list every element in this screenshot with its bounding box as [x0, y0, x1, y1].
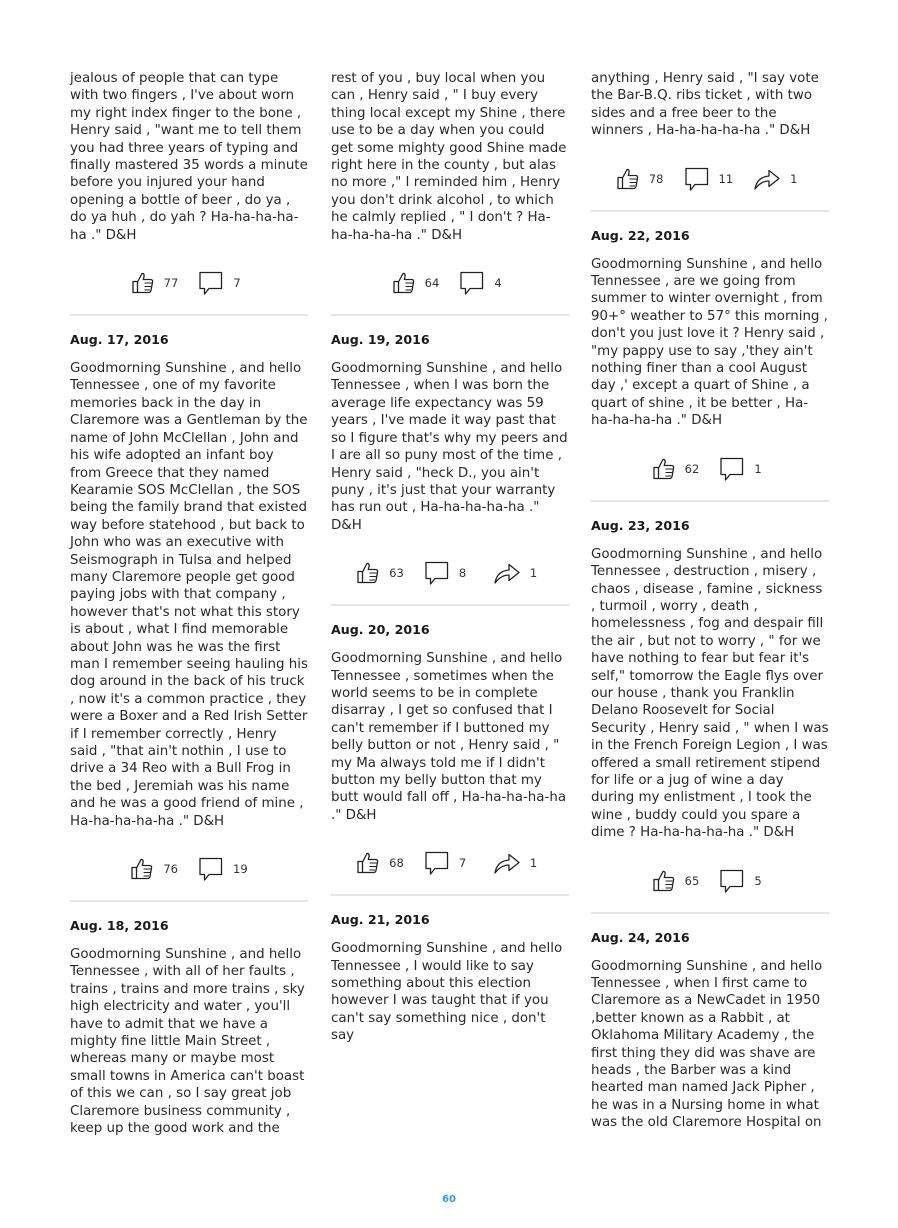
thumbs-up-icon — [652, 457, 676, 481]
post-text: Goodmorning Sunshine , and hello Tennessee , are we going from summer to winter overnight , from 90+° weather to 57° this morning , don't you just love it ? Henry said , "my pappy use to say ,'they ain't nothing finer than a cool August day ,' except a quart of Shine , a quart of shine , it be better , Ha-ha-ha-ha-ha ." D&H — [591, 256, 828, 429]
thumbs-up-icon — [131, 271, 155, 295]
share-button[interactable] — [753, 167, 804, 191]
post-actions — [591, 454, 829, 484]
comment-button[interactable] — [424, 560, 473, 586]
post-actions — [70, 268, 308, 298]
share-button[interactable] — [493, 561, 544, 585]
comment-count: 7 — [458, 856, 467, 871]
thumbs-up-icon — [130, 857, 154, 881]
thumbs-up-icon — [356, 561, 380, 585]
share-button[interactable] — [493, 851, 544, 875]
post-date: Aug. 18, 2016 — [70, 918, 169, 934]
comment-count: 11 — [718, 171, 734, 186]
thumbs-up-icon — [356, 851, 380, 875]
post-date: Aug. 22, 2016 — [591, 227, 690, 243]
post-actions — [331, 558, 569, 588]
comment-count: 4 — [494, 276, 502, 291]
share-arrow-icon — [493, 851, 521, 875]
post-divider — [591, 912, 829, 914]
like-button[interactable] — [392, 271, 440, 295]
column-3 — [591, 70, 829, 1132]
post-date: Aug. 23, 2016 — [591, 517, 690, 533]
share-arrow-icon — [753, 167, 781, 191]
share-count: 1 — [529, 856, 538, 871]
like-count: 77 — [163, 276, 179, 291]
column-1 — [70, 70, 308, 1138]
comment-icon — [684, 166, 710, 192]
page-number: 60 — [442, 1194, 456, 1205]
share-arrow-icon — [493, 561, 521, 585]
comment-button[interactable] — [719, 868, 768, 894]
like-button[interactable] — [652, 457, 700, 481]
post-text: Goodmorning Sunshine , and hello Tennessee , when I was born the average life expectancy was 59 years , I've made it way past that so I figure that's why my peers and I are all so puny most of the time , Henry said , "heck D., you ain't puny , it's just that your warranty has run out , Ha-ha-ha-ha-ha ." D&H — [331, 361, 568, 533]
like-button[interactable] — [131, 271, 179, 295]
comment-icon — [198, 856, 224, 882]
comment-icon — [719, 868, 745, 894]
comment-button[interactable] — [684, 166, 734, 192]
post-text: anything , Henry said , "I say vote the Bar-B.Q. ribs ticket , with two sides and a free beer to the winners , Ha-ha-ha-ha-ha ." D&H — [591, 71, 819, 139]
post-date: Aug. 24, 2016 — [591, 929, 690, 945]
post-date: Aug. 21, 2016 — [331, 912, 430, 928]
like-count: 65 — [684, 873, 700, 888]
comment-count: 5 — [754, 873, 762, 888]
like-button[interactable] — [356, 851, 404, 875]
post-text: Goodmorning Sunshine , and hello Tennessee , sometimes when the world seems to be in complete disarray , I get so confused that I can't remember if I buttoned my belly button or not , Henry said , " my Ma always told me if I didn't button my belly button that my butt would fall off , Ha-ha-ha-ha-ha ." D&H — [331, 651, 567, 823]
post-text: Goodmorning Sunshine , and hello Tennessee , one of my favorite memories back in the day in Claremore was a Gentleman by the name of John McClellan , John and his wife adopted an infant boy from Greece that they named Kearamie SOS McClellan , the SOS being the family brand that existed way before statehood , but back to John who was an executive with Seismograph in Tulsa and helped many Claremore people get good paying jobs with that company , however that's not what this story is about , what I find memorable about John was he was the first man I remember seeing hauling his dog around in the back of his truck , now it's a common practice , they were a Boxer and a Red Irish Setter if I remember correctly , Henry said , "that ain't nothin , I use to drive a 34 Reo with a Bull Frog in the bed , Jeremiah was his name and he was a good friend of mine , Ha-ha-ha-ha-ha ." D&H — [70, 361, 308, 829]
like-button[interactable] — [130, 857, 178, 881]
thumbs-up-icon — [652, 869, 676, 893]
comment-icon — [198, 270, 224, 296]
like-count: 68 — [389, 856, 404, 871]
comment-count: 7 — [233, 276, 241, 291]
post-text: Goodmorning Sunshine , and hello Tennessee , with all of her faults , trains , trains and more trains , sky high electricity and water , you'll have to admit that we have a mighty fine little Main Street , whereas many or maybe most small towns in America can't boast of this we can , so I say great job Claremore business community , keep up the good work and the — [70, 947, 305, 1137]
comment-button[interactable] — [459, 270, 508, 296]
post-actions — [591, 164, 829, 194]
like-count: 62 — [684, 461, 700, 476]
comment-button[interactable] — [198, 270, 247, 296]
comment-icon — [424, 560, 450, 586]
comment-button[interactable] — [424, 850, 473, 876]
post-divider — [591, 210, 829, 212]
comment-icon — [424, 850, 450, 876]
thumbs-up-icon — [616, 167, 640, 191]
post-divider — [331, 604, 569, 606]
comment-count: 8 — [458, 566, 467, 581]
post-divider — [331, 894, 569, 896]
post-actions — [70, 854, 308, 884]
post-text: jealous of people that can type with two fingers , I've about worn my right index finger to the bone , Henry said , "want me to tell them you had three years of typing and finally mastered 35 words a minute before you injured your hand opening a bottle of beer , do ya , do ya huh , do yah ? Ha-ha-ha-ha-ha ." D&H — [70, 71, 308, 243]
post-divider — [70, 314, 308, 316]
post-divider — [70, 900, 308, 902]
like-button[interactable] — [356, 561, 404, 585]
like-count: 64 — [424, 276, 440, 291]
post-text: Goodmorning Sunshine , and hello Tennessee , when I first came to Claremore as a NewCadet in 1950 ,better known as a Rabbit , at Oklahoma Military Academy , the first thing they did was shave are heads , the Barber was a kind hearted man named Jack Pipher , he was in a Nursing home in what was the old Claremore Hospital on — [591, 958, 823, 1131]
post-date: Aug. 17, 2016 — [70, 332, 169, 348]
thumbs-up-icon — [392, 271, 416, 295]
comment-button[interactable] — [719, 456, 768, 482]
post-divider — [331, 314, 569, 316]
comment-button[interactable] — [198, 856, 248, 882]
post-divider — [591, 500, 829, 502]
column-2 — [331, 70, 569, 1045]
post-text: rest of you , buy local when you can , Henry said , " I buy every thing local except my Shine , there use to be a day when you could get some mighty good Shine made right here in the county , but alas no more ," I reminded him , Henry you don't drink alcohol , to which he calmly replied , " I don't ? Ha-ha-ha-ha-ha ." D&H — [331, 71, 567, 243]
share-count: 1 — [529, 566, 538, 581]
post-date: Aug. 19, 2016 — [331, 332, 430, 348]
comment-icon — [459, 270, 485, 296]
comment-icon — [719, 456, 745, 482]
share-count: 1 — [790, 171, 798, 186]
post-text: Goodmorning Sunshine , and hello Tennessee , I would like to say something about this election however I was taught that if you can't say something nice , don't say — [331, 941, 563, 1044]
post-date: Aug. 20, 2016 — [331, 622, 430, 638]
like-count: 76 — [163, 862, 178, 877]
like-count: 63 — [389, 566, 404, 581]
post-actions — [331, 268, 569, 298]
comment-count: 1 — [754, 461, 762, 476]
post-text: Goodmorning Sunshine , and hello Tennessee , destruction , misery , chaos , disease , famine , sickness , turmoil , worry , death , homelessness , fog and despair fill the air , but not to worry , " for we have nothing to fear but fear it's self," tomorrow the Eagle flys over our house , thank you Franklin Delano Roosevelt for Social Security , Henry said , " when I was in the French Foreign Legion , I was offered a small retirement stipend for life or a jug of wine a day during my enlistment , I took the wine , buddy could you spare a dime ? Ha-ha-ha-ha-ha ." D&H — [591, 546, 829, 841]
post-actions — [591, 866, 829, 896]
like-count: 78 — [648, 171, 664, 186]
post-actions — [331, 848, 569, 878]
like-button[interactable] — [652, 869, 700, 893]
like-button[interactable] — [616, 167, 664, 191]
comment-count: 19 — [233, 862, 248, 877]
